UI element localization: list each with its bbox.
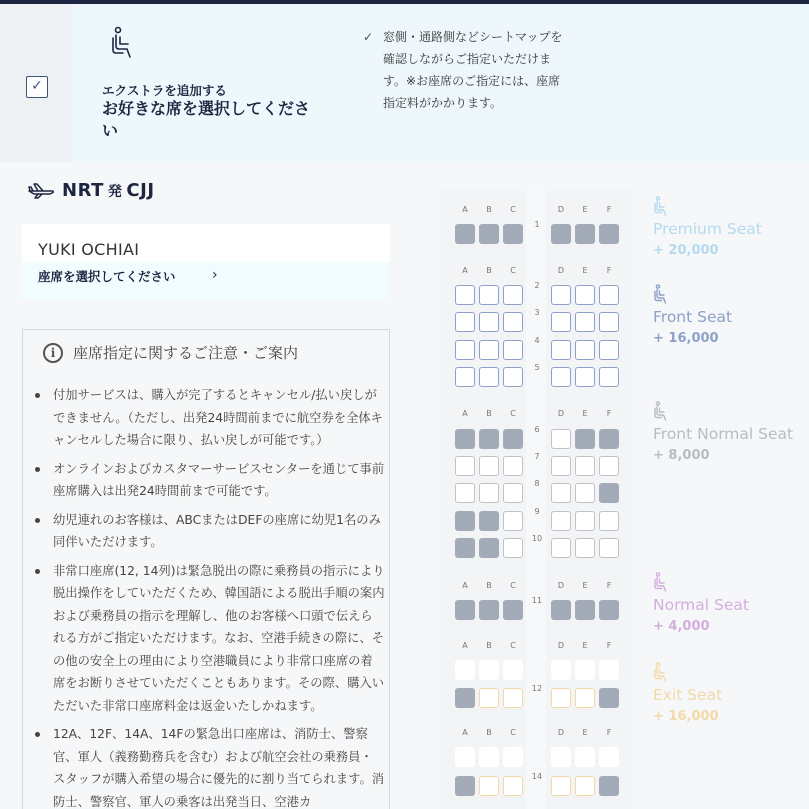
seat-11C — [503, 600, 523, 620]
seat-5E[interactable] — [575, 367, 595, 387]
seat-column-label: E — [582, 641, 588, 650]
seat-column-label: F — [606, 728, 612, 737]
seat-12B[interactable] — [479, 688, 499, 708]
seat-column-label: F — [606, 641, 612, 650]
seat-icon — [653, 196, 803, 216]
seat-row-label: 3 — [534, 308, 540, 317]
seat-xB — [479, 660, 499, 680]
seat-2A[interactable] — [455, 285, 475, 305]
seat-map — [441, 190, 632, 809]
seat-4A[interactable] — [455, 340, 475, 360]
notice-item: 付加サービスは、購入が完了するとキャンセル/払い戻しができません。（ただし、出発24時間前までに航空券を全体キャンセルした場合に限り、払い戻しが可能です。） — [35, 384, 385, 452]
seat-9E[interactable] — [575, 511, 595, 531]
seat-xE — [575, 660, 595, 680]
seat-column-label: F — [606, 205, 612, 214]
seat-3C[interactable] — [503, 312, 523, 332]
seat-xD — [551, 747, 571, 767]
seat-icon — [653, 662, 803, 682]
seat-column-label: C — [510, 205, 516, 214]
seat-10C[interactable] — [503, 538, 523, 558]
seat-9C[interactable] — [503, 511, 523, 531]
seat-4D[interactable] — [551, 340, 571, 360]
seat-xA — [455, 747, 475, 767]
seat-4E[interactable] — [575, 340, 595, 360]
seat-5B[interactable] — [479, 367, 499, 387]
seat-icon — [110, 26, 136, 60]
seat-4B[interactable] — [479, 340, 499, 360]
seat-1A — [455, 224, 475, 244]
extra-checkbox-column — [0, 4, 72, 162]
seat-column-label: C — [510, 581, 516, 590]
legend-price: + 20,000 — [653, 243, 719, 258]
seat-14B[interactable] — [479, 776, 499, 796]
notice-item: オンラインおよびカスタマーサービスセンターを通じて事前座席購入は出発24時間前まで可能です。 — [35, 458, 385, 503]
seat-row-label: 2 — [534, 281, 540, 290]
seat-5D[interactable] — [551, 367, 571, 387]
seat-2B[interactable] — [479, 285, 499, 305]
notice-item: 12A、12F、14A、14Fの緊急出口座席は、消防士、警察官、軍人（義務勤務兵を含む）および航空会社の乗務員・スタッフが購入希望の場合に優先的に割り当てられます。消防士、警察官、軍人の乗客は出発当日、空港カ — [35, 723, 385, 809]
extra-note-text: 窓側・通路側などシートマップを確認しながらご指定いただけます。※お座席のご指定には、座席指定料がかかります。 — [383, 30, 563, 110]
seat-3B[interactable] — [479, 312, 499, 332]
passenger-card[interactable] — [22, 224, 390, 300]
seat-xD — [551, 660, 571, 680]
seat-1E — [575, 224, 595, 244]
seat-5F[interactable] — [599, 367, 619, 387]
seat-14E[interactable] — [575, 776, 595, 796]
seat-12A — [455, 688, 475, 708]
seat-12C[interactable] — [503, 688, 523, 708]
seat-8B[interactable] — [479, 483, 499, 503]
seat-3F[interactable] — [599, 312, 619, 332]
seat-xF — [599, 747, 619, 767]
seat-column-label: A — [462, 409, 468, 418]
seat-9B — [479, 511, 499, 531]
seat-icon — [653, 572, 803, 592]
legend-price: + 8,000 — [653, 448, 710, 463]
seat-9A — [455, 511, 475, 531]
check-icon: ✓ — [363, 30, 374, 44]
seat-column-label: D — [557, 266, 565, 275]
legend-item — [653, 401, 803, 463]
seat-column-label: F — [606, 581, 612, 590]
seat-column-label: D — [557, 409, 565, 418]
seat-3D[interactable] — [551, 312, 571, 332]
select-seat-link[interactable]: 座席を選択してください — [38, 269, 176, 284]
seat-column-label: B — [486, 205, 492, 214]
extra-checkbox[interactable]: ✓ — [26, 76, 48, 98]
passenger-name: YUKI OCHIAI — [38, 240, 140, 259]
seat-column-label: A — [462, 581, 468, 590]
seat-column-label: B — [486, 266, 492, 275]
seat-row-label: 10 — [531, 534, 543, 543]
seat-3A[interactable] — [455, 312, 475, 332]
seat-11F — [599, 600, 619, 620]
seat-column-label: B — [486, 581, 492, 590]
extra-seat-banner — [0, 4, 809, 162]
seat-7B[interactable] — [479, 456, 499, 476]
seat-column-label: C — [510, 641, 516, 650]
seat-1F — [599, 224, 619, 244]
seat-8E[interactable] — [575, 483, 595, 503]
seat-6D[interactable] — [551, 429, 571, 449]
seat-column-label: E — [582, 205, 588, 214]
seat-2F[interactable] — [599, 285, 619, 305]
seat-row-label: 11 — [531, 596, 543, 605]
seat-7F[interactable] — [599, 456, 619, 476]
legend-price: + 16,000 — [653, 709, 719, 724]
seat-11B — [479, 600, 499, 620]
seat-column-label: C — [510, 409, 516, 418]
seat-row-label: 6 — [534, 425, 540, 434]
seat-row-label: 14 — [531, 772, 543, 781]
seat-column-label: D — [557, 205, 565, 214]
legend-item — [653, 662, 803, 724]
seat-8D[interactable] — [551, 483, 571, 503]
seat-3E[interactable] — [575, 312, 595, 332]
seat-10B — [479, 538, 499, 558]
seat-12F — [599, 688, 619, 708]
seat-row-label: 8 — [534, 479, 540, 488]
seat-1C — [503, 224, 523, 244]
route-to: CJJ — [126, 180, 155, 201]
seat-6F — [599, 429, 619, 449]
notice-item: 非常口座席(12, 14列)は緊急脱出の際に乗務員の指示により脱出操作をしていただくため、韓国語による脱出手順の案内および乗務員の指示を理解し、他のお客様へ口頭で伝えられる方がご指定いただけます。なお、空港手続きの際に、その他の安全上の理由により空港職員により非常口座席の着席をお断りさせていただくこともあります。その際、購入いただいた非常口座席料金は返金いたしかねます。 — [35, 560, 385, 718]
seat-11A — [455, 600, 475, 620]
seat-column-label: A — [462, 205, 468, 214]
chevron-right-icon[interactable]: › — [212, 267, 218, 283]
seat-column-label: B — [486, 728, 492, 737]
route-from: NRT — [62, 180, 104, 201]
legend-price: + 4,000 — [653, 619, 710, 634]
seat-xF — [599, 660, 619, 680]
seat-10F[interactable] — [599, 538, 619, 558]
seat-column-label: E — [582, 266, 588, 275]
seat-12E[interactable] — [575, 688, 595, 708]
seat-icon — [653, 284, 803, 304]
legend-name: Normal Seat — [653, 596, 749, 614]
extra-title: お好きな席を選択してください — [102, 99, 311, 140]
seat-xA — [455, 660, 475, 680]
legend-item — [653, 284, 803, 346]
seat-6A — [455, 429, 475, 449]
seat-column-label: E — [582, 728, 588, 737]
seat-10D[interactable] — [551, 538, 571, 558]
route-text — [62, 180, 155, 201]
seat-6B — [479, 429, 499, 449]
seat-14D[interactable] — [551, 776, 571, 796]
seat-9F[interactable] — [599, 511, 619, 531]
seat-xC — [503, 747, 523, 767]
seat-5A[interactable] — [455, 367, 475, 387]
seat-column-label: D — [557, 728, 565, 737]
seat-7A[interactable] — [455, 456, 475, 476]
legend-price: + 16,000 — [653, 331, 719, 346]
seat-column-label: E — [582, 581, 588, 590]
legend-item — [653, 572, 803, 634]
legend-name: Front Normal Seat — [653, 425, 794, 443]
seat-6C — [503, 429, 523, 449]
legend-name: Front Seat — [653, 308, 733, 326]
extra-note — [363, 26, 568, 114]
seat-1B — [479, 224, 499, 244]
seat-xE — [575, 747, 595, 767]
seat-notice-box — [22, 329, 390, 809]
legend-name: Premium Seat — [653, 220, 762, 238]
seat-row-label: 4 — [534, 336, 540, 345]
seat-row-label: 9 — [534, 507, 540, 516]
seat-7D[interactable] — [551, 456, 571, 476]
seat-11E — [575, 600, 595, 620]
seat-4C[interactable] — [503, 340, 523, 360]
seat-row-label: 1 — [534, 220, 540, 229]
seat-7E[interactable] — [575, 456, 595, 476]
seat-12D[interactable] — [551, 688, 571, 708]
seat-column-label: A — [462, 641, 468, 650]
seat-2E[interactable] — [575, 285, 595, 305]
seat-8F — [599, 483, 619, 503]
seat-column-label: A — [462, 266, 468, 275]
seat-column-label: D — [557, 641, 565, 650]
seat-8A[interactable] — [455, 483, 475, 503]
seat-8C[interactable] — [503, 483, 523, 503]
notice-item: 幼児連れのお客様は、ABCまたはDEFの座席に幼児1名のみ同伴いただけます。 — [35, 509, 385, 554]
airplane-icon — [28, 182, 54, 200]
seat-column-label: C — [510, 266, 516, 275]
seat-column-label: B — [486, 641, 492, 650]
route-header — [28, 180, 155, 201]
seat-14C[interactable] — [503, 776, 523, 796]
seat-column-label: E — [582, 409, 588, 418]
notice-list — [35, 384, 385, 809]
seat-10A — [455, 538, 475, 558]
seat-1D — [551, 224, 571, 244]
legend-name: Exit Seat — [653, 686, 723, 704]
seat-11D — [551, 600, 571, 620]
info-icon: i — [43, 343, 63, 363]
seat-row-label: 5 — [534, 363, 540, 372]
seat-5C[interactable] — [503, 367, 523, 387]
extra-subtitle: エクストラを追加する — [102, 83, 227, 98]
seat-column-label: D — [557, 581, 565, 590]
seat-7C[interactable] — [503, 456, 523, 476]
seat-4F[interactable] — [599, 340, 619, 360]
seat-6E — [575, 429, 595, 449]
legend-item — [653, 196, 803, 258]
seat-row-label: 7 — [534, 452, 540, 461]
notice-header — [43, 342, 298, 363]
seat-2C[interactable] — [503, 285, 523, 305]
seat-14A — [455, 776, 475, 796]
route-connector: 発 — [107, 184, 123, 200]
notice-title: 座席指定に関するご注意・ご案内 — [73, 344, 299, 362]
seat-column-label: B — [486, 409, 492, 418]
seat-column-label: A — [462, 728, 468, 737]
seat-row-label: 12 — [531, 684, 543, 693]
seat-2D[interactable] — [551, 285, 571, 305]
seat-icon — [653, 401, 803, 421]
seat-14F — [599, 776, 619, 796]
seat-10E[interactable] — [575, 538, 595, 558]
seat-column-label: F — [606, 266, 612, 275]
seat-xB — [479, 747, 499, 767]
seat-9D[interactable] — [551, 511, 571, 531]
seat-column-label: C — [510, 728, 516, 737]
seat-column-label: F — [606, 409, 612, 418]
seat-xC — [503, 660, 523, 680]
